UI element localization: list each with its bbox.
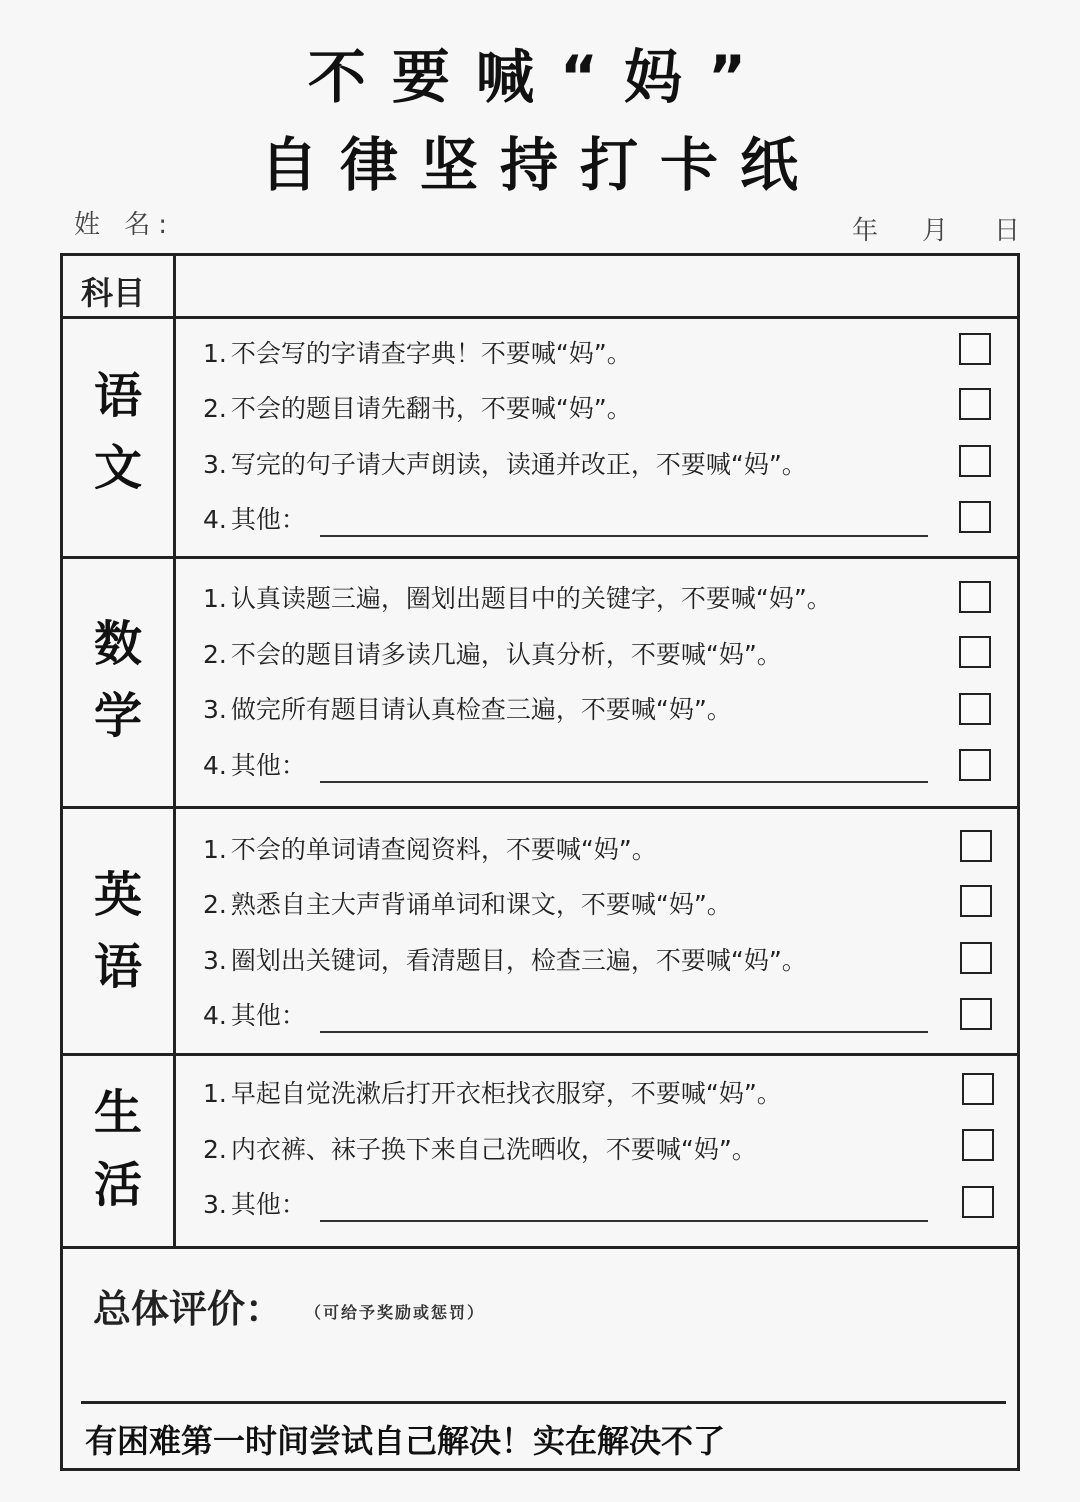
math-checkbox-3[interactable] [959,693,991,725]
math-checkbox-1[interactable] [959,581,991,613]
month-label: 月 [922,216,949,246]
section-divider [63,806,1017,809]
name-label: 姓 名: [74,210,176,240]
evaluation-divider [81,1401,1006,1404]
evaluation-note: （可给予奖励或惩罚） [305,1303,486,1322]
life-checkbox-2[interactable] [962,1129,994,1161]
title-line-1: 不要喊“妈” [307,43,773,111]
english-checkbox-4[interactable] [960,998,992,1030]
life-checkbox-1[interactable] [962,1073,994,1105]
subject-chinese: 语 文 [93,368,142,496]
subject-math: 数 学 [93,616,142,744]
chinese-checkbox-1[interactable] [959,333,991,365]
section-divider [63,556,1017,559]
math-item-2: 2. 不会的题目请多读几遍，认真分析，不要喊“妈”。 [203,640,782,669]
evaluation-title: 总体评价： [93,1287,284,1331]
math-checkbox-4[interactable] [959,749,991,781]
math-item-3: 3. 做完所有题目请认真检查三遍，不要喊“妈”。 [203,695,732,724]
subject-english: 英 语 [93,867,142,995]
chinese-item-3: 3. 写完的句子请大声朗读，读通并改正，不要喊“妈”。 [203,450,807,479]
section-divider [63,1053,1017,1056]
checklist-sheet [60,253,1020,1471]
chinese-checkbox-4[interactable] [959,501,991,533]
life-item-1: 1. 早起自觉洗漱后打开衣柜找衣服穿，不要喊“妈”。 [203,1079,782,1108]
math-item-1: 1. 认真读题三遍，圈划出题目中的关键字，不要喊“妈”。 [203,584,832,613]
english-item-3: 3. 圈划出关键词，看清题目，检查三遍，不要喊“妈”。 [203,946,807,975]
year-label: 年 [852,216,879,246]
fill-in-line[interactable] [320,1196,928,1222]
math-checkbox-2[interactable] [959,636,991,668]
footer-text: 有困难第一时间尝试自己解决！实在解决不了 [85,1422,726,1460]
fill-in-line[interactable] [320,1007,928,1033]
row-divider [63,316,1017,319]
english-item-2: 2. 熟悉自主大声背诵单词和课文，不要喊“妈”。 [203,890,732,919]
section-divider [63,1246,1017,1249]
life-item-2: 2. 内衣裤、袜子换下来自己洗晒收，不要喊“妈”。 [203,1135,757,1164]
english-checkbox-3[interactable] [960,942,992,974]
english-checkbox-1[interactable] [960,830,992,862]
title-line-2: 自律坚持打卡纸 [259,131,820,199]
english-item-4: 4. 其他： [203,999,928,1033]
english-item-1: 1. 不会的单词请查阅资料，不要喊“妈”。 [203,835,657,864]
life-checkbox-3[interactable] [962,1186,994,1218]
column-divider [173,256,176,1246]
subject-header: 科目 [81,274,146,312]
chinese-item-1: 1. 不会写的字请查字典！不要喊“妈”。 [203,339,632,368]
fill-in-line[interactable] [320,757,928,783]
subject-life: 生 活 [93,1085,142,1213]
life-item-3: 3. 其他： [203,1188,928,1222]
chinese-checkbox-3[interactable] [959,445,991,477]
english-checkbox-2[interactable] [960,885,992,917]
fill-in-line[interactable] [320,511,928,537]
chinese-checkbox-2[interactable] [959,388,991,420]
math-item-4: 4. 其他： [203,749,928,783]
chinese-item-4: 4. 其他： [203,503,928,537]
day-label: 日 [994,216,1021,246]
chinese-item-2: 2. 不会的题目请先翻书，不要喊“妈”。 [203,394,632,423]
